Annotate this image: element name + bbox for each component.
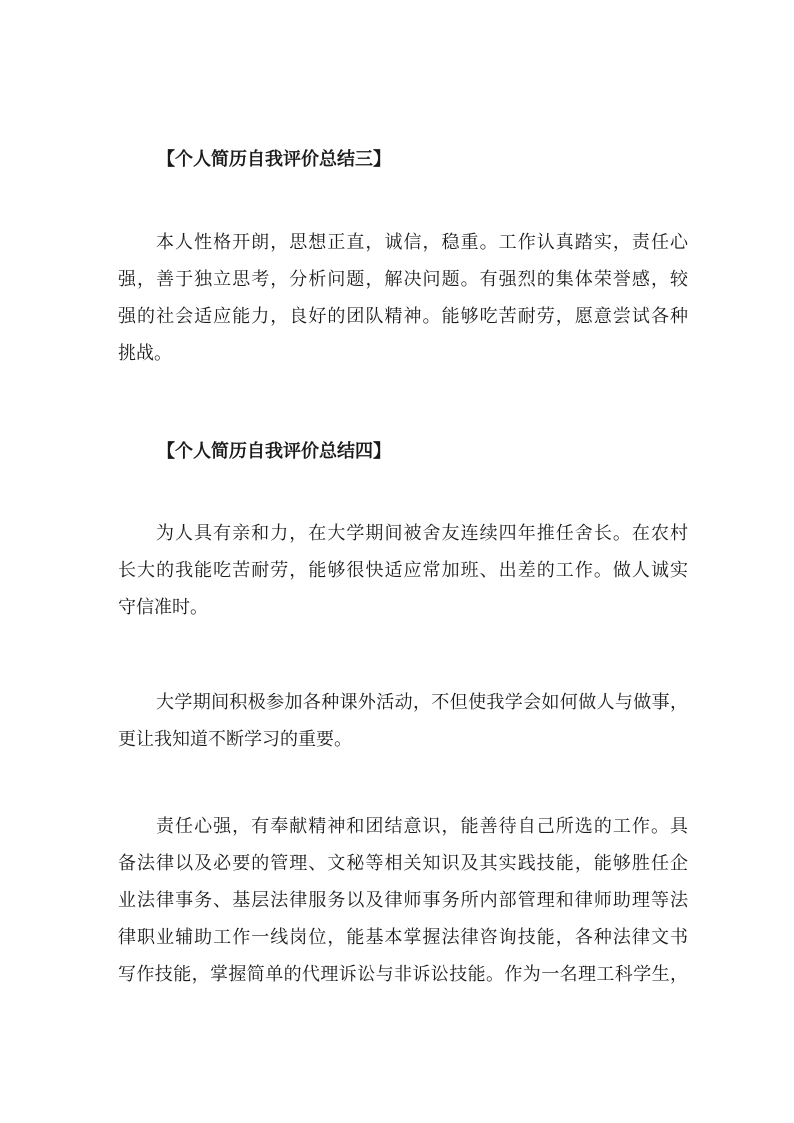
paragraph-line: 律职业辅助工作一线岗位，能基本掌握法律咨询技能，各种法律文书	[118, 927, 688, 948]
paragraph-line: 写作技能，掌握简单的代理诉讼与非诉讼技能。作为一名理工科学生，	[118, 964, 688, 985]
paragraph-line: 本人性格开朗，思想正直，诚信，稳重。工作认真踏实，责任心	[156, 232, 688, 253]
paragraph-line: 长大的我能吃苦耐劳，能够很快适应常加班、出差的工作。做人诚实	[118, 560, 688, 581]
paragraph-line: 挑战。	[118, 343, 172, 364]
paragraph-line: 守信准时。	[118, 597, 208, 618]
paragraph-line: 业法律事务、基层法律服务以及律师事务所内部管理和律师助理等法	[118, 890, 688, 911]
paragraph-line: 为人具有亲和力，在大学期间被舍友连续四年推任舍长。在农村	[156, 523, 688, 544]
paragraph-line: 强的社会适应能力，良好的团队精神。能够吃苦耐劳，愿意尝试各种	[118, 306, 688, 327]
paragraph-line: 责任心强，有奉献精神和团结意识，能善待自己所选的工作。具	[156, 816, 688, 837]
section-heading: 【个人简历自我评价总结四】	[157, 441, 391, 462]
paragraph-line: 备法律以及必要的管理、文秘等相关知识及其实践技能，能够胜任企	[118, 853, 688, 874]
section-heading: 【个人简历自我评价总结三】	[157, 149, 391, 170]
paragraph-line: 强，善于独立思考，分析问题，解决问题。有强烈的集体荣誉感，较	[118, 269, 688, 290]
paragraph-line: 更让我知道不断学习的重要。	[118, 729, 352, 750]
paragraph	[118, 684, 688, 758]
paragraph	[118, 515, 688, 626]
paragraph	[118, 808, 688, 993]
paragraph-line: 大学期间积极参加各种课外活动，不但使我学会如何做人与做事，	[156, 692, 688, 713]
paragraph	[118, 224, 688, 372]
